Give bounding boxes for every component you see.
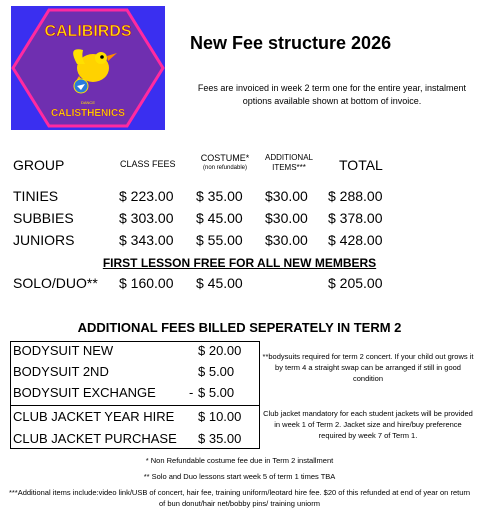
row-class-fees: $ 303.00 — [119, 210, 174, 226]
fee-amount: $ 5.00 — [198, 385, 235, 400]
fee-name: CLUB JACKET YEAR HIRE — [13, 409, 175, 424]
row-group: SUBBIES — [13, 210, 74, 226]
logo-top-text: CALIBIRDS — [44, 23, 132, 40]
fee-name: BODYSUIT EXCHANGE — [13, 385, 156, 400]
fee-sign: - — [189, 385, 194, 400]
fee-name: CLUB JACKET PURCHASE — [13, 431, 177, 446]
row-total: $ 288.00 — [328, 188, 383, 204]
footnote-costume: * Non Refundable costume fee due in Term 2 installment — [145, 456, 334, 465]
row-costume: $ 45.00 — [196, 275, 243, 291]
header-costume-note: (non refundable) — [202, 165, 248, 171]
footnote-solo: ** Solo and Duo lessons start week 5 of term 1 times TBA — [143, 472, 336, 481]
row-additional: $30.00 — [265, 188, 308, 204]
fee-name: BODYSUIT NEW — [13, 343, 114, 358]
box-divider — [11, 405, 259, 406]
intro-text: Fees are invoiced in week 2 term one for the entire year, instalment options available shown at bottom of invoice. — [197, 83, 467, 106]
header-additional-line2: ITEMS*** — [272, 163, 306, 172]
row-class-fees: $ 343.00 — [119, 232, 174, 248]
jacket-note: Club jacket mandatory for each student jackets will be provided in week 1 of Term 2. Jacket size and hire/buy preference required by week 7 of Term 1. — [263, 409, 473, 440]
row-total: $ 378.00 — [328, 210, 383, 226]
free-lesson-banner: FIRST LESSON FREE FOR ALL NEW MEMBERS — [102, 256, 377, 270]
fee-amount: $ 5.00 — [198, 364, 235, 379]
header-group: GROUP — [13, 157, 65, 173]
page-title: New Fee structure 2026 — [190, 33, 392, 53]
fee-name: BODYSUIT 2ND — [13, 364, 109, 379]
logo-bottom-text: CALISTHENICS — [51, 108, 125, 119]
row-group: SOLO/DUO** — [13, 275, 98, 291]
header-additional-line1: ADDITIONAL — [264, 153, 313, 162]
header-class-fees: CLASS FEES — [120, 159, 176, 169]
row-group: TINIES — [13, 188, 59, 204]
row-costume: $ 55.00 — [196, 232, 243, 248]
footnote-additional: ***Additional items include:video link/USB of concert, hair fee, training uniform/leotard hire fee. $20 of this refunded at end of year on return of bun donut/hair net/bobby pins/ training uniorm — [8, 488, 471, 508]
row-class-fees: $ 223.00 — [119, 188, 174, 204]
fee-amount: $ 35.00 — [198, 431, 242, 446]
row-group: JUNIORS — [13, 232, 75, 248]
header-total: TOTAL — [339, 157, 383, 173]
additional-fees-title: ADDITIONAL FEES BILLED SEPERATELY IN TERM 2 — [77, 320, 402, 335]
calibirds-logo — [11, 6, 165, 130]
row-total: $ 428.00 — [328, 232, 383, 248]
row-additional: $30.00 — [265, 232, 308, 248]
header-additional — [262, 153, 316, 173]
row-costume: $ 45.00 — [196, 210, 243, 226]
bodysuit-note: **bodysuits required for term 2 concert. If your child out grows it by term 4 a straight swap can be arranged if still in good condition — [262, 352, 474, 383]
header-costume — [190, 153, 260, 173]
row-additional: $30.00 — [265, 210, 308, 226]
row-total: $ 205.00 — [328, 275, 383, 291]
row-class-fees: $ 160.00 — [119, 275, 174, 291]
header-costume-label: COSTUME* — [200, 153, 250, 163]
fee-amount: $ 10.00 — [198, 409, 242, 424]
logo-small-text: DANCE — [80, 100, 96, 105]
fee-amount: $ 20.00 — [198, 343, 242, 358]
row-costume: $ 35.00 — [196, 188, 243, 204]
